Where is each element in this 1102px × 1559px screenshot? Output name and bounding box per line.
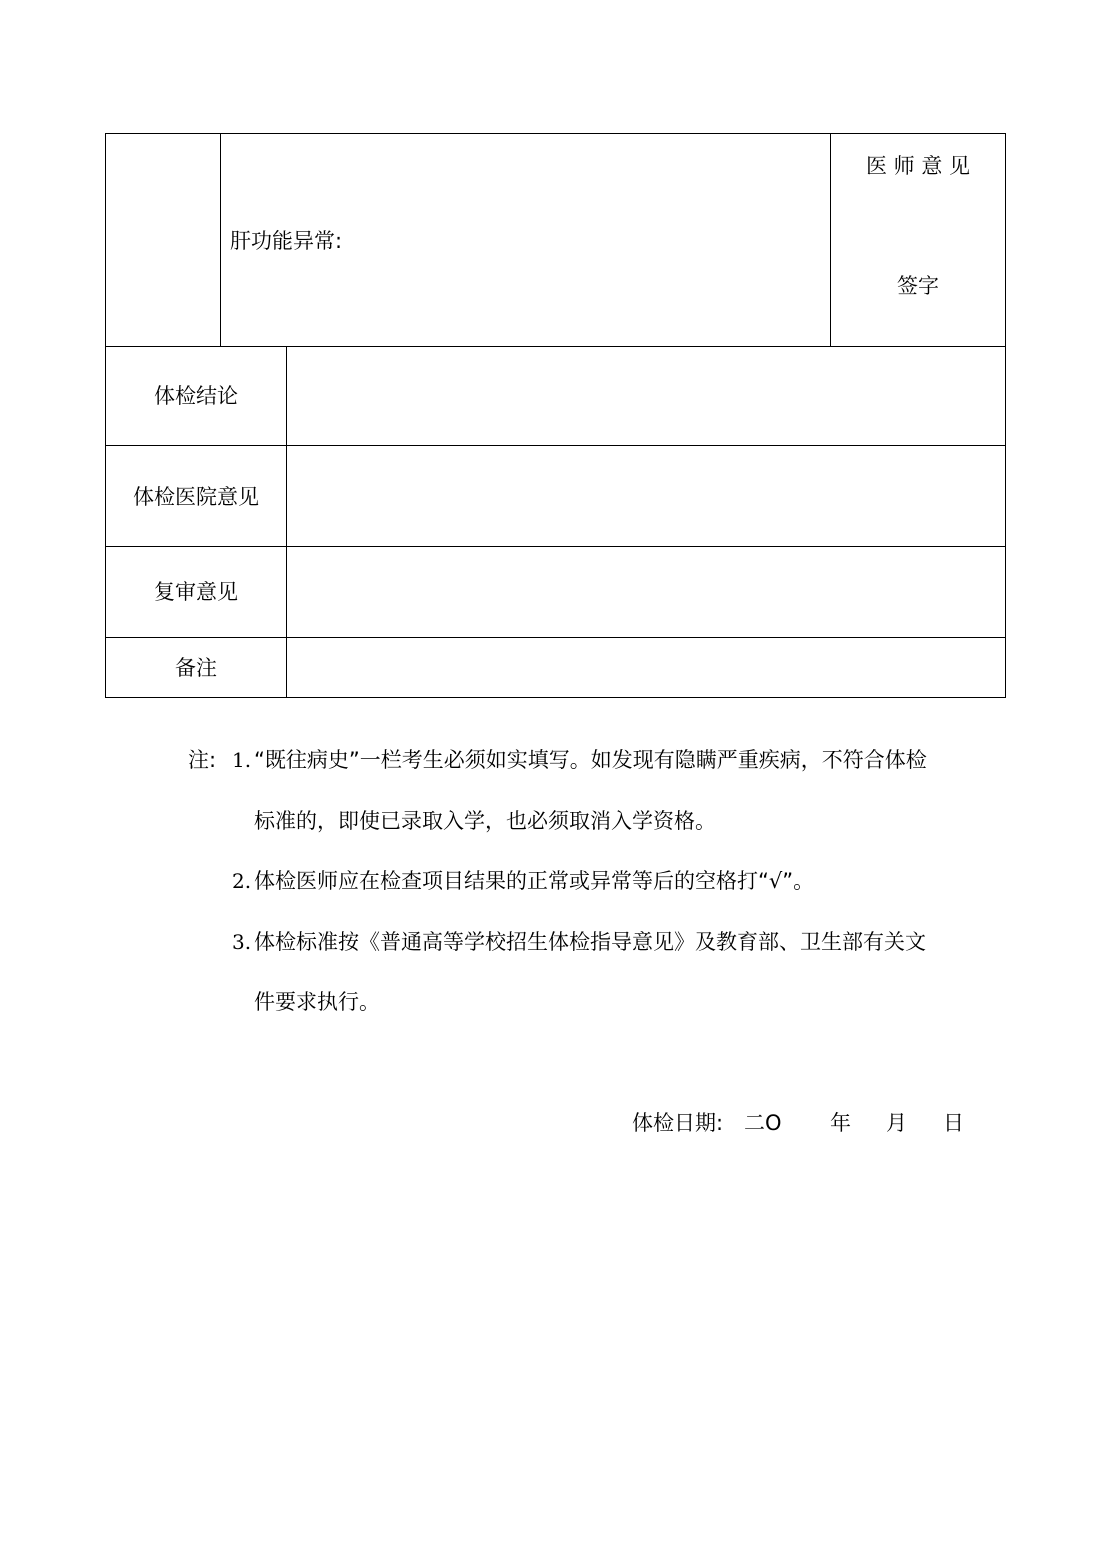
note-1-line-1: “既往病史”一栏考生必须如实填写。如发现有隐瞒严重疾病，不符合体检 xyxy=(254,748,927,772)
row-value-exam-conclusion[interactable] xyxy=(287,347,1005,445)
top-col-divider-1 xyxy=(220,133,221,346)
row-label-remarks: 备注 xyxy=(175,656,217,680)
note-2-number: 2. xyxy=(232,869,252,893)
exam-date-day-unit: 日 xyxy=(943,1111,964,1135)
row-value-remarks[interactable] xyxy=(287,638,1005,697)
table-border-top xyxy=(105,133,1006,134)
note-3-line-2: 件要求执行。 xyxy=(254,990,380,1014)
doctor-opinion-label: 医 师 意 见 xyxy=(865,154,971,178)
note-3-line-1: 体检标准按《普通高等学校招生体检指导意见》及教育部、卫生部有关文 xyxy=(254,930,926,954)
table-border-right xyxy=(1005,133,1006,698)
exam-date-label: 体检日期: xyxy=(632,1111,724,1135)
exam-date-day-field[interactable] xyxy=(912,1108,940,1138)
row-value-review-opinion[interactable] xyxy=(287,547,1005,637)
row-value-hospital-opinion[interactable] xyxy=(287,446,1005,546)
notes-prefix: 注: xyxy=(188,748,217,772)
row-label-exam-conclusion: 体检结论 xyxy=(154,384,238,408)
note-1-line-2: 标准的，即使已录取入学，也必须取消入学资格。 xyxy=(254,809,716,833)
exam-date-year-field[interactable] xyxy=(790,1108,826,1138)
note-1-number: 1. xyxy=(232,748,252,772)
note-3-number: 3. xyxy=(232,930,252,954)
row-label-review-opinion: 复审意见 xyxy=(154,580,238,604)
liver-function-abnormal-label: 肝功能异常: xyxy=(230,229,343,253)
row-label-hospital-opinion: 体检医院意见 xyxy=(133,485,259,509)
signature-label: 签字 xyxy=(897,274,939,298)
exam-date-month-unit: 月 xyxy=(886,1111,907,1135)
table-border-left xyxy=(105,133,106,698)
note-2-line-1: 体检医师应在检查项目结果的正常或异常等后的空格打“√”。 xyxy=(254,869,815,893)
exam-date-month-field[interactable] xyxy=(856,1108,884,1138)
table-border-bottom xyxy=(105,697,1006,698)
exam-date-year-prefix: 二O xyxy=(744,1111,782,1135)
exam-date-year-unit: 年 xyxy=(830,1111,851,1135)
